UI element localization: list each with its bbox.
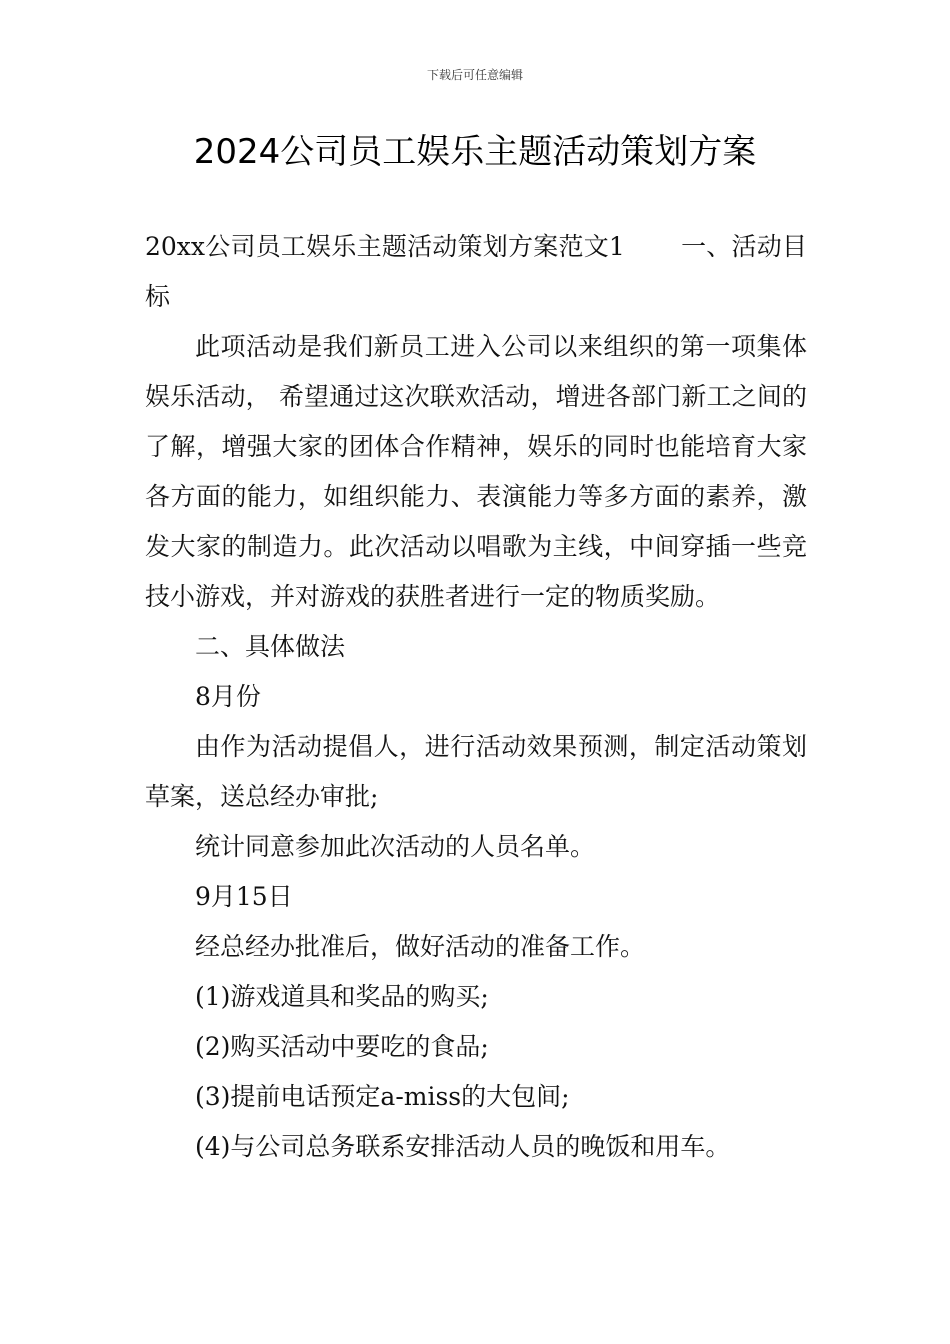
goal-paragraph: 此项活动是我们新员工进入公司以来组织的第一项集体娱乐活动， 希望通过这次联欢活动，增进各部门新工之间的了解，增强大家的团体合作精神，娱乐的同时也能培育大家各方面的能力，如组织能力、表演能力等多方面的素养，激发大家的制造力。此次活动以唱歌为主线，中间穿插一些竞技小游戏，并对游戏的获胜者进行一定的物质奖励。 bbox=[145, 332, 807, 611]
list-item: (2)购买活动中要吃的食品; bbox=[195, 1032, 489, 1061]
august-paragraph: 由作为活动提倡人，进行活动效果预测，制定活动策划草案，送总经办审批; bbox=[145, 732, 807, 811]
attendee-paragraph: 统计同意参加此次活动的人员名单。 bbox=[195, 832, 596, 861]
list-item: (3)提前电话预定a-miss的大包间; bbox=[195, 1082, 570, 1111]
date-heading-sept15: 9月15日 bbox=[195, 882, 293, 911]
header-note: 下载后可任意编辑 bbox=[426, 68, 523, 82]
page-title: 2024公司员工娱乐主题活动策划方案 bbox=[193, 132, 757, 172]
intro-lead: 20xx公司员工娱乐主题活动策划方案范文1 bbox=[145, 232, 625, 261]
section-heading-goal: 一、活动目标 bbox=[145, 232, 807, 311]
document-body bbox=[145, 222, 807, 1172]
prep-paragraph: 经总经办批准后，做好活动的准备工作。 bbox=[195, 932, 646, 961]
section-heading-method: 二、具体做法 bbox=[195, 632, 346, 661]
intro-paragraph bbox=[145, 222, 807, 322]
list-item: (1)游戏道具和奖品的购买; bbox=[195, 982, 489, 1011]
list-item: (4)与公司总务联系安排活动人员的晚饭和用车。 bbox=[195, 1132, 731, 1161]
date-heading-august: 8月份 bbox=[195, 682, 261, 711]
